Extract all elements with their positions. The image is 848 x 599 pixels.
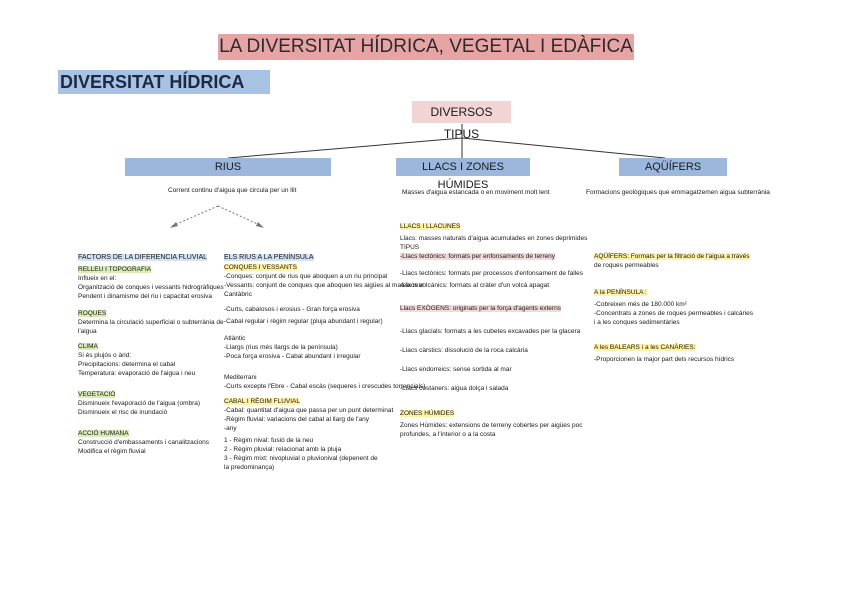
conques-line: -Conques: conjunt de rius que aboquen a un riu principal [224,273,388,280]
zones-line: Zones Húmides: extensions de terreny cobertes per aigües poc [400,422,583,429]
roques-heading: ROQUES [78,310,107,317]
tectonic-line: -Llacs volcànics: formats al cràter d'un volcà apagat [400,282,550,289]
balears-heading: A les BALEARS i a les CANÀRIES: [594,344,696,351]
llacs-definition: Masses d'aigua estancada o en moviment molt lent [402,189,550,196]
peninsula-heading: A la PENÍNSULA : [594,289,647,296]
category-rius: RIUS [125,158,331,176]
peninsula-line: -Concentrats a zones de roques permeables i calcàries [594,310,753,317]
tectonic-line: -Llacs tectònics: formats per processos d'enfonsament de falles [400,270,583,277]
relleu-line: Organització de conques i vessants hidrogràfiques [78,284,224,291]
zones-heading: ZONES HÚMIDES [400,410,455,417]
exogens-heading: Llacs EXÒGENS: originats per la força d'agents externs [400,305,561,312]
peninsula-line: -Cobreixen més de 180.000 km² [594,301,687,308]
balears-line: -Proporcionen la major part dels recursos hídrics [594,356,735,363]
aquifers-column [594,252,753,364]
conques-heading: CONQUES I VESSANTS [224,264,297,271]
aquifers-def-line: AQÜÍFERS: Formats per la filtració de l'aigua a través [594,253,750,260]
rius-definition: Corrent continu d'aigua que circula per un llit [168,187,297,194]
clima-line: Precipitacions: determina el cabal [78,361,176,368]
factors-heading: FACTORS DE LA DIFERENCIA FLUVIAL [78,254,208,261]
exogens-line: -Llacs càrstics: dissolució de la roca calcària [400,347,528,354]
medit-line: -Curts excepte l'Ebre - Cabal escàs (sequeres i crescudes torrencials) [224,383,426,390]
regim-heading: CABAL I RÈGIM FLUVIAL [224,398,300,405]
exogens-line: -Llacs glacials: formats a les cubetes excavades per la glacera [400,328,581,335]
aquifers-def-line2: de roques permeables [594,262,659,269]
conques-line: Cantàbric [224,291,252,298]
vegetacio-line: Disminueix l'evaporació de l'aigua (ombra) [78,400,201,407]
accio-heading: ACCIÓ HUMANA [78,430,129,437]
exogens-line: -Llacs costaners: aigua dolça i salada [400,385,509,392]
llacs-heading: LLACS I LLACUNES [400,223,461,230]
regim-type: 1 - Règim nival: fusió de la neu [224,437,314,444]
regim-line: -Règim fluvial: variacions del cabal al llarg de l'any [224,416,370,423]
regim-type: 3 - Règim mixt: nivopluvial o pluvionival (depenent de [224,455,378,462]
category-llacs: LLACS I ZONES HÚMIDES [396,158,530,176]
regim-type: la predominança) [224,464,275,471]
aquifers-definition: Formacions geològiques que emmagatzemen aigua subterrània [586,189,770,196]
roques-line: Determina la circulació superficial o subterrània de [78,319,224,326]
peninsula-line: i a les conques sedimentàries [594,319,680,326]
roques-line: l'aigua [78,328,97,335]
category-aquifers: AQÜÍFERS [619,158,727,176]
accio-line: Construcció d'embassaments i canalitzacions [78,439,209,446]
relleu-line: Influeix en el: [78,275,117,282]
factors-column [78,253,226,456]
clima-heading: CLIMA [78,343,98,350]
clima-line: Temperatura: evaporació de l'aigua i neu [78,370,196,377]
medit-heading: Mediterrani [224,374,257,381]
cantabric-line: -Cabal regular i règim regular (pluja abundant i regular) [224,318,383,325]
accio-line: Modifica el règim fluvial [78,448,146,455]
llacs-line: TIPUS [400,244,420,251]
llacs-line: Llacs: masses naturals d'aigua acumulades en zones deprimides [400,235,588,242]
llacs-column [400,222,588,439]
vegetacio-line: Disminueix el risc de inundació [78,409,168,416]
clima-line: Si és plujós o àrid: [78,352,132,359]
llacs-line-hl: -Llacs tectònics: formats per enfonsaments de terreny [400,253,555,260]
types-box: DIVERSOS TIPUS [412,101,511,123]
conques-line: -Vessants: conjunt de conques que aboquen les aigües al mateix mar [224,282,425,289]
atlantic-heading: Atlàntic [224,335,246,342]
atlantic-line: -Poca força erosiva - Cabal abundant i irregular [224,353,361,360]
vegetacio-heading: VEGETACIÓ [78,391,116,398]
regim-type: 2 - Règim pluvial: relacionat amb la pluja [224,446,342,453]
regim-line: -any [224,425,237,432]
relleu-line: Pendent i dinamisme del riu i capacitat erosiva [78,293,213,300]
cantabric-line: -Curts, cabalosos i erosius - Gran força erosiva [224,306,360,313]
rius-peninsula-column [224,253,426,472]
zones-line: profundes, a l'interior o a la costa [400,431,496,438]
exogens-line: -Llacs endorreics: sense sortida al mar [400,366,512,373]
relleu-heading: RELLEU I TOPOGRAFIA [78,266,152,273]
rius-peninsula-heading: ELS RIUS A LA PENÍNSULA [224,254,314,261]
atlantic-line: -Llargs (rius més llargs de la península) [224,344,338,351]
section-title: DIVERSITAT HÍDRICA [58,70,270,94]
regim-line: -Cabal: quantitat d'aigua que passa per un punt determinat [224,407,394,414]
page-title: LA DIVERSITAT HÍDRICA, VEGETAL I EDÀFICA [218,34,634,60]
